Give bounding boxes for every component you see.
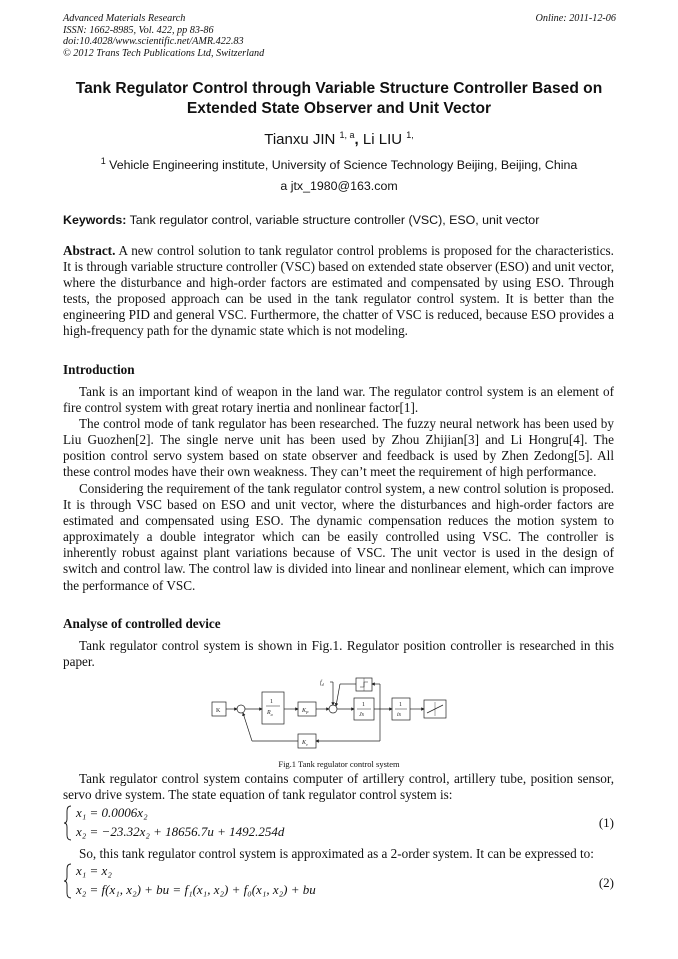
paper-title xyxy=(40,79,638,118)
abstract xyxy=(63,243,614,340)
equation-2-brace xyxy=(63,863,73,899)
analyse-paragraph-1: Tank regulator control system is shown in Fig.1. Regulator position controller is researched in this paper. xyxy=(63,638,614,670)
intro-paragraph-1: Tank is an important kind of weapon in the land war. The regulator control system is an element of fire control system with great rotary inertia and nonlinear factor[1]. xyxy=(63,384,614,416)
integrator-block-den: is xyxy=(397,712,402,718)
inertia-block-den: Js xyxy=(359,712,364,718)
journal-name: Advanced Materials Research xyxy=(63,13,186,24)
resistance-block xyxy=(262,692,284,724)
email-text: jtx_1980@163.com xyxy=(290,179,398,193)
resistance-block-den: $R_a$ xyxy=(267,710,273,717)
keywords-text: Tank regulator control, variable structure controller (VSC), ESO, unit vector xyxy=(129,213,540,227)
figure-caption: Fig.1 Tank regulator control system xyxy=(278,759,400,769)
summing-junction-1 xyxy=(237,705,245,713)
summing-junction-2 xyxy=(329,705,337,713)
block-diagram-figure xyxy=(210,672,460,763)
torque-gain-label: $K_P$ xyxy=(302,708,309,715)
resistance-block-num: 1 xyxy=(270,699,273,705)
author-list xyxy=(0,130,678,148)
intro-paragraph-3: Considering the requirement of the tank regulator control system, a new control solution is proposed. It is through VSC based on ESO and unit vector, where the disturbances and high-order factors are estimated and compensated using ESO. The dynamic compensation reduces the motion system to approximately a double integrator which can be easily controlled using VSC. The controller is inherently robust against plant variations because of VSC. The unit vector is used in the design of switch and control law. The control law is divided into linear and nonlinear element, which can improve the performance of VSC. xyxy=(63,481,614,593)
affiliation-marker: 1 xyxy=(100,156,106,166)
equation-1-number: (1) xyxy=(598,815,614,830)
equation-2-line-2: x₂ = f(x₁, x₂) + bu = f₁(x₁, x₂) + f₀(x₁, x₂) + bu xyxy=(76,882,316,897)
journal-header xyxy=(63,13,616,59)
email-marker: a xyxy=(280,179,288,193)
equation-1-brace xyxy=(63,805,73,841)
inertia-block-num: 1 xyxy=(362,702,365,708)
author-affil-marker: 1, a xyxy=(339,130,355,140)
block-diagram xyxy=(210,672,460,758)
online-date: Online: 2011-12-06 xyxy=(535,13,616,24)
issn-line: ISSN: 1662-8985, Vol. 422, pp 83-86 xyxy=(63,24,214,36)
equation-1-line-1: x₁ = 0.0006x₂ xyxy=(76,805,148,820)
keywords xyxy=(63,213,616,227)
copyright-line: © 2012 Trans Tech Publications Ltd, Switzerland xyxy=(63,47,265,59)
author-separator: , xyxy=(354,131,363,148)
velocity-feedback-label: $K_v$ xyxy=(302,740,308,747)
equation-2-number: (2) xyxy=(598,875,614,890)
analyse-paragraph-3: So, this tank regulator control system is approximated as a 2-order system. It can be expressed to: xyxy=(79,846,594,861)
equation-1-line-2: x₂ = −23.32x₂ + 18656.7u + 1492.254d xyxy=(76,824,285,839)
equation-1 xyxy=(63,805,614,841)
equation-2-line-1: x₁ = x₂ xyxy=(76,863,112,878)
intro-paragraph-2: The control mode of tank regulator has been researched. The fuzzy neural network has been used by Liu Guozhen[2]. The single nerve unit has been used by Zhou Zhijian[3] and Li Hongru[4]. The position control servo system based on state observer and feedback is used by Zhen Zedong[5]. All these control modes have their own weakness. They can’t meet the requirement of high performance. xyxy=(63,416,614,480)
abstract-text: A new control solution to tank regulator control problems is proposed for the characteristics. It is through variable structure controller (VSC) based on extended state observer (ESO) and unit vector, where the disturbance and high-order factors are estimated and compensated by using ESO. Through tests, the proposed approach can be used in the tank regulator control system. It is better than the engineering PID and general VSC. Furthermore, the chatter of VSC is reduced, because ESO provides a high-frequency path for the dynamic state which is not modeling. xyxy=(63,243,614,339)
author-name: Li LIU xyxy=(362,131,403,148)
section-heading-analyse: Analyse of controlled device xyxy=(63,616,221,631)
affiliation xyxy=(0,156,678,172)
equation-2 xyxy=(63,863,614,899)
analyse-paragraph-2: Tank regulator control system contains computer of artillery control, artillery tube, position sensor, servo drive system. The state equation of tank regulator control system is: xyxy=(63,771,614,803)
author-email xyxy=(0,179,678,193)
affiliation-text: Vehicle Engineering institute, University of Science Technology Beijing, Beijing, China xyxy=(109,158,578,173)
section-heading-introduction: Introduction xyxy=(63,362,135,377)
doi-line: doi:10.4028/www.scientific.net/AMR.422.83 xyxy=(63,36,244,47)
abstract-label: Abstract. xyxy=(63,243,116,258)
integrator-block-num: 1 xyxy=(399,702,402,708)
keywords-label: Keywords: xyxy=(63,213,127,227)
disturbance-label: $f_d$ xyxy=(320,680,324,687)
author-affil-marker: 1, xyxy=(406,130,414,140)
title-line-2: Extended State Observer and Unit Vector xyxy=(186,99,492,117)
author-name: Tianxu JIN xyxy=(264,131,336,148)
gain-k-label: K xyxy=(216,708,221,714)
title-line-1: Tank Regulator Control through Variable Structure Controller Based on xyxy=(75,80,603,97)
